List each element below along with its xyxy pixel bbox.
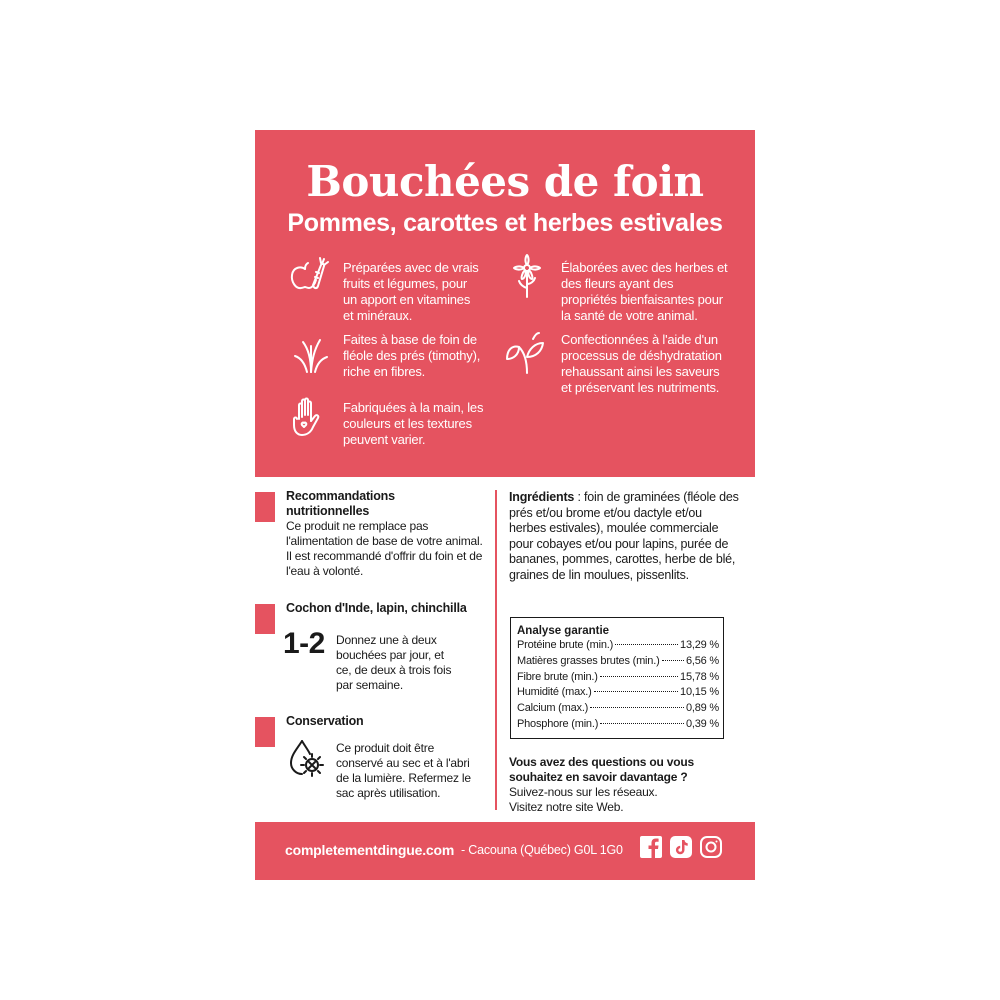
feature-text-handmade: Fabriquées à la main, les couleurs et les textures peuvent varier. xyxy=(343,400,484,447)
analysis-value: 0,39 % xyxy=(685,717,719,730)
analysis-label: Protéine brute (min.) xyxy=(517,639,614,651)
dose-number: 1-2 xyxy=(283,627,325,660)
analysis-value: 13,29 % xyxy=(680,639,719,651)
conservation-title: Conservation xyxy=(286,714,364,728)
guaranteed-analysis-table xyxy=(510,617,724,739)
feature-text-fruits: Préparées avec de vrais fruits et légumes, pour un apport en vitamines et minéraux. xyxy=(343,260,479,323)
column-divider xyxy=(495,490,497,810)
feature-text-timothy: Faites à base de foin de fléole des prés (timothy), riche en fibres. xyxy=(343,332,481,379)
analysis-value: 15,78 % xyxy=(680,670,719,683)
questions-title: Vous avez des questions ou vous souhaitez en savoir davantage ? xyxy=(509,755,694,784)
analysis-row xyxy=(517,701,719,717)
analysis-label: Fibre brute (min.) xyxy=(517,670,598,683)
website-link[interactable]: completementdingue.com xyxy=(285,842,455,858)
analysis-row xyxy=(517,654,719,670)
analysis-title: Analyse garantie xyxy=(517,625,610,637)
feature-text-dehydration: Confectionnées à l'aide d'un processus de déshydratation rehaussant ainsi les saveurs et préservant les nutriments. xyxy=(561,332,722,395)
feature-text-herbs: Élaborées avec des herbes et des fleurs ayant des propriétés bienfaisantes pour la santé de votre animal. xyxy=(561,260,728,323)
flower-icon xyxy=(505,252,549,300)
facebook-icon[interactable] xyxy=(639,835,663,859)
product-subtitle: Pommes, carottes et herbes estivales xyxy=(287,209,723,237)
questions-social-line: Suivez-nous sur les réseaux. xyxy=(509,785,658,799)
ingredients-text: : foin de graminées (fléole des prés et/ou brome et/ou dactyle et/ou herbes estivales), moulée commerciale pour cobayes et/ou pour lapins, purée de bananes, pommes, carottes, herbe de blé, graines de lin moulues, pissenlits. xyxy=(509,490,739,582)
leaves-icon xyxy=(503,327,547,375)
species-title: Cochon d'Inde, lapin, chinchilla xyxy=(286,601,467,615)
section-accent-bar xyxy=(255,492,275,522)
conservation-text: Ce produit doit être conservé au sec et à l'abri de la lumière. Refermez le sac après utilisation. xyxy=(336,741,471,800)
analysis-label: Humidité (max.) xyxy=(517,686,592,699)
ingredients-block xyxy=(509,490,739,583)
analysis-value: 10,15 % xyxy=(680,686,719,699)
analysis-label: Calcium (max.) xyxy=(517,702,589,715)
analysis-label: Phosphore (min.) xyxy=(517,717,599,730)
questions-block xyxy=(509,755,739,815)
analysis-label: Matières grasses brutes (min.) xyxy=(517,654,660,667)
analysis-row xyxy=(517,670,719,686)
ingredients-label: Ingrédients xyxy=(509,490,575,504)
section-accent-bar xyxy=(255,717,275,747)
footer-bar xyxy=(255,822,755,880)
questions-website-line: Visitez notre site Web. xyxy=(509,800,624,814)
analysis-value: 6,56 % xyxy=(685,654,719,667)
section-accent-bar xyxy=(255,604,275,634)
analysis-row xyxy=(517,717,719,733)
analysis-row xyxy=(517,638,719,654)
analysis-row xyxy=(517,685,719,701)
product-label xyxy=(255,130,755,880)
tiktok-icon[interactable] xyxy=(669,835,693,859)
apple-carrot-icon xyxy=(287,255,331,303)
address-text: - Cacouna (Québec) G0L 1G0 xyxy=(461,843,623,857)
dose-instructions: Donnez une à deux bouchées par jour, et ce, de deux à trois fois par semaine. xyxy=(336,633,452,692)
recommendations-text: Ce produit ne remplace pas l'alimentation de base de votre animal. Il est recommandé d'offrir du foin et de l'eau à volonté. xyxy=(286,519,483,578)
instagram-icon[interactable] xyxy=(699,835,723,859)
grass-icon xyxy=(289,328,333,376)
recommendations-title: Recommandations nutritionnelles xyxy=(286,489,395,518)
analysis-value: 0,89 % xyxy=(685,702,719,715)
product-title: Bouchées de foin xyxy=(306,157,704,206)
header-panel xyxy=(255,130,755,477)
hand-heart-icon xyxy=(287,395,331,443)
no-humidity-sun-icon xyxy=(285,735,327,783)
